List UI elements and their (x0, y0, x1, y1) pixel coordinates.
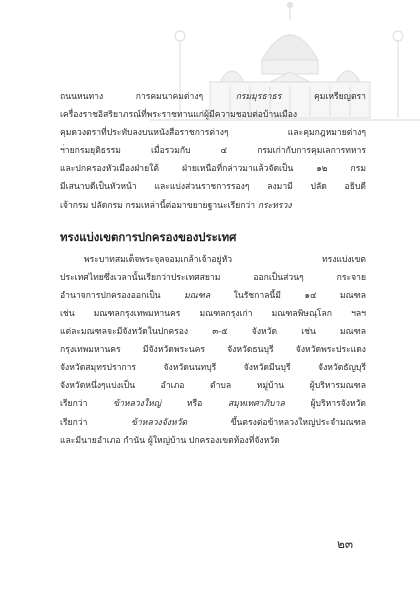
text-line (60, 106, 366, 124)
text-line (60, 287, 366, 305)
emphasized-term: มณฑล (184, 290, 211, 301)
text-line (60, 88, 366, 106)
line-text: คุมเหรียญตรา (281, 92, 366, 102)
line-text: ถนนหนทาง การคมนาคมต่างๆ (60, 92, 236, 102)
text-line (60, 197, 366, 215)
text-line (60, 414, 366, 432)
line-text: เช่น มณฑลกรุงเทพมหานคร มณฑลกรุงเก่า มณฑลพิษณุโลก ฯลฯ (60, 308, 366, 319)
paragraph-1 (60, 88, 366, 215)
line-text: และมีนายอำเภอ กำนัน ผู้ใหญ่บ้าน ปกครองเขตท้องที่จังหวัด (60, 435, 280, 446)
line-text: แต่ละมณฑลจะมีจังหวัดในปกครอง ๓-๕ จังหวัด เช่น มณฑล (60, 327, 366, 338)
line-text: หรือ (161, 399, 229, 410)
text-line (60, 142, 366, 160)
line-text: อำนาจการปกครองออกเป็น (60, 290, 185, 301)
text-line (60, 432, 366, 450)
text-line (60, 395, 366, 413)
line-text: จังหวัดหนึ่งๆแบ่งเป็น อำเภอ ตำบล หมู่บ้าน ผู้บริหารมณฑล (60, 381, 366, 392)
line-text: พระบาทสมเด็จพระจุลจอมเกล้าเจ้าอยู่หัว ทรงแบ่งเขต (84, 254, 366, 265)
line-text: จังหวัดสมุทรปราการ จังหวัดนนทบุรี จังหวัดมีนบุรี จังหวัดธัญบุรี (60, 363, 366, 374)
text-line (60, 160, 366, 178)
text-line (60, 178, 366, 196)
line-text: เรียกว่า (60, 399, 114, 410)
line-text: และปกครองหัวเมืองฝ่ายใต้ ฝ่ายเหนือที่กล่าวมาแล้วจัดเป็น ๑๒ กรม (60, 164, 366, 175)
line-text: กรุงเทพมหานคร มีจังหวัดพระนคร จังหวัดธนบุรี จังหวัดพระประแดง (60, 345, 366, 356)
line-text: เรียกว่า (60, 417, 132, 428)
line-text: ฯ่ายกรมยุติธรรม เมื่อรวมกับ ๔ กรมเก่ากับการคุมเลการทหาร (60, 146, 366, 157)
line-text: เจ้ากรม ปลัดกรม กรมเหล่านี้ต่อมาขยายฐานะเรียกว่า (60, 200, 258, 211)
line-text: ในรัชกาลนี้มี ๑๔ มณฑล (210, 290, 366, 301)
line-text: เครื่องราชอิสริยาภรณ์ที่พระราชทานแก่ผู้มีความชอบต่อบ้านเมือง (60, 110, 298, 121)
line-text: คุมดวงตราที่ประทับลงบนหนังสือราชการต่างๆ และคุมกฎหมายต่างๆ (60, 128, 366, 139)
paragraph-2 (60, 251, 366, 450)
text-line (60, 359, 366, 377)
text-line (60, 377, 366, 395)
emphasized-term: ข้าหลวงจังหวัด (131, 417, 188, 428)
text-line (60, 251, 366, 269)
text-line (60, 269, 366, 287)
emphasized-term: ข้าหลวงใหญ่ (113, 399, 162, 410)
page-number: ๒๓ (337, 537, 354, 551)
page-text-block (60, 88, 366, 450)
text-line (60, 323, 366, 341)
line-text: ผู้บริหารจังหวัด (284, 399, 366, 410)
section-heading: ทรงแบ่งเขตการปกครองของประเทศ (60, 229, 237, 244)
emphasized-term: กระทรวง (257, 200, 292, 211)
line-text: ขึ้นตรงต่อข้าหลวงใหญ่ประจำมณฑล (187, 417, 366, 428)
text-line (60, 305, 366, 323)
line-text: ประเทศไทยซึ่งเวลานั้นเรียกว่าประเทศสยาม ออกเป็นส่วนๆ กระจาย (60, 272, 366, 283)
emphasized-term: สมุหเทศาภิบาล (228, 399, 285, 410)
emphasized-term: กรมมุรธาธร (235, 92, 282, 102)
line-text: มีเสนาบดีเป็นหัวหน้า และแบ่งส่วนราชการรองๆ ลงมามี ปลัด อธิบดี (60, 182, 366, 193)
text-line (60, 341, 366, 359)
text-line (60, 124, 366, 142)
